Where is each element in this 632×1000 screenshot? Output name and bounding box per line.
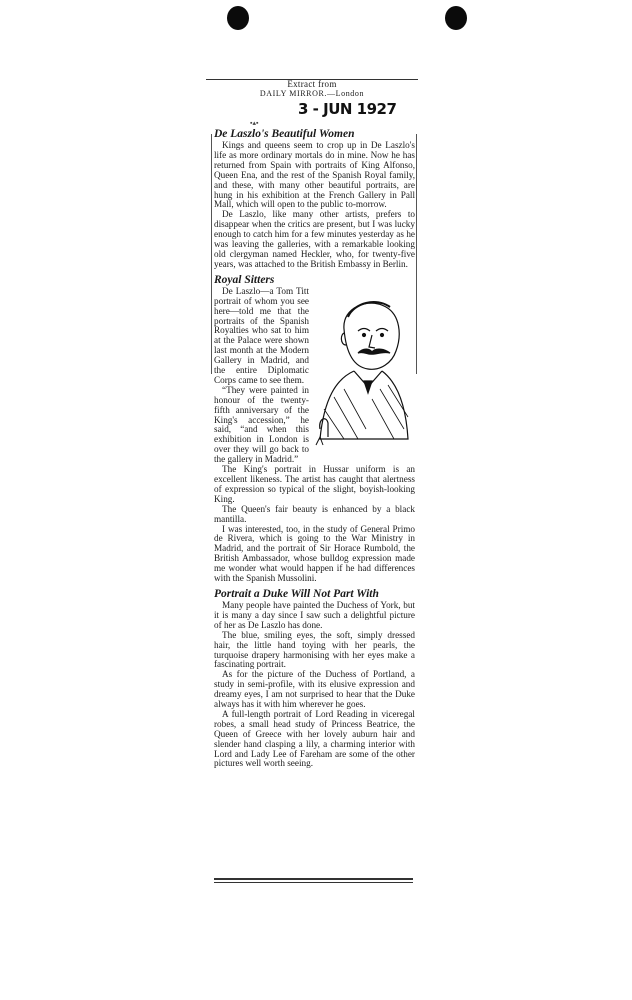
section-royal-sitters bbox=[214, 274, 415, 584]
section-heading-royal-sitters: Royal Sitters bbox=[214, 273, 275, 286]
column-rule-left bbox=[211, 134, 212, 374]
paragraph: The King's portrait in Hussar uniform is an excellent likeness. The artist has caught that alertness of expression so typical of the slight, boyish-looking King. bbox=[214, 464, 415, 504]
publication-name: DAILY MIRROR.—London bbox=[259, 89, 365, 98]
ink-mark: ▪▴▪ bbox=[250, 119, 259, 127]
punch-hole-left bbox=[227, 6, 249, 30]
bottom-rule-thin bbox=[214, 882, 413, 883]
paragraph: De Laszlo, like many other artists, prefers to disappear when the critics are present, but I was lucky enough to catch him for a few minutes yesterday as he was leaving the galleries, with a remarkable looking old clergyman named Heckler, who, for twenty-five years, was attached to the British Embassy in Berlin. bbox=[214, 209, 415, 269]
section-heading-beautiful-women: De Laszlo's Beautiful Women bbox=[214, 128, 355, 140]
newspaper-clipping bbox=[206, 79, 418, 884]
bottom-rule bbox=[214, 878, 413, 880]
article-body bbox=[214, 128, 415, 769]
paragraph: De Laszlo—a Tom Titt portrait of whom you see here—told me that the portraits of the Spanish Royalties who sat to him at the Palace were shown last month at the Modern Gallery in Madrid, and the entire Diplomatic Corps came to see them. bbox=[214, 285, 309, 385]
section-portrait-duke bbox=[214, 588, 415, 769]
clipping-header bbox=[206, 80, 418, 98]
extract-label: Extract from bbox=[287, 79, 337, 89]
paragraph: I was interested, too, in the study of General Primo de Rivera, which is going to the War Ministry in Madrid, and the portrait of Sir Horace Rumbold, the British Ambassador, whose bulldog expression made me wonder what would happen if he had differences with the Spanish Mussolini. bbox=[214, 523, 415, 584]
paragraph: “They were painted in honour of the twenty-fifth anniversary of the King's accession,” he said, “and when this exhibition in London is over they will go back to the gallery in Madrid.” bbox=[214, 384, 309, 465]
paragraph: Kings and queens seem to crop up in De Laszlo's life as more ordinary mortals do in mine. Now he has returned from Spain with portraits of King Alfonso, Queen Ena, and the rest of the Spanish Royal family, and these, with many other beautiful portraits, are hung in his exhibition at the French Gallery in Pall Mall, which will open to the public to-morrow. bbox=[214, 140, 415, 210]
date-stamp: 3 - JUN 1927 bbox=[298, 100, 397, 118]
paragraph: A full-length portrait of Lord Reading in viceregal robes, a small head study of Princess Beatrice, the Queen of Greece with her lovely auburn hair and slender hand clasping a lily, a charming interior with Lord and Lady Lee of Fareham are some of the other pictures well worth seeing. bbox=[214, 708, 415, 769]
caricature-portrait-icon bbox=[313, 289, 415, 454]
paragraph: The blue, smiling eyes, the soft, simply dressed hair, the little hand toying with her pearls, the turquoise drapery harmonising with her eyes make a fascinating portrait. bbox=[214, 629, 415, 670]
paragraph: Many people have painted the Duchess of York, but it is many a day since I saw such a delightful picture of her as De Laszlo has done. bbox=[214, 599, 415, 630]
paragraph: The Queen's fair beauty is enhanced by a black mantilla. bbox=[214, 503, 415, 524]
column-rule-right bbox=[416, 134, 417, 374]
paragraph: As for the picture of the Duchess of Portland, a study in semi-profile, with its elusive expression and dreamy eyes, I am not surprised to hear that the Duke always has it with him wherever he goes. bbox=[214, 669, 415, 710]
section-heading-portrait-duke: Portrait a Duke Will Not Part With bbox=[214, 587, 379, 600]
punch-hole-right bbox=[445, 6, 467, 30]
